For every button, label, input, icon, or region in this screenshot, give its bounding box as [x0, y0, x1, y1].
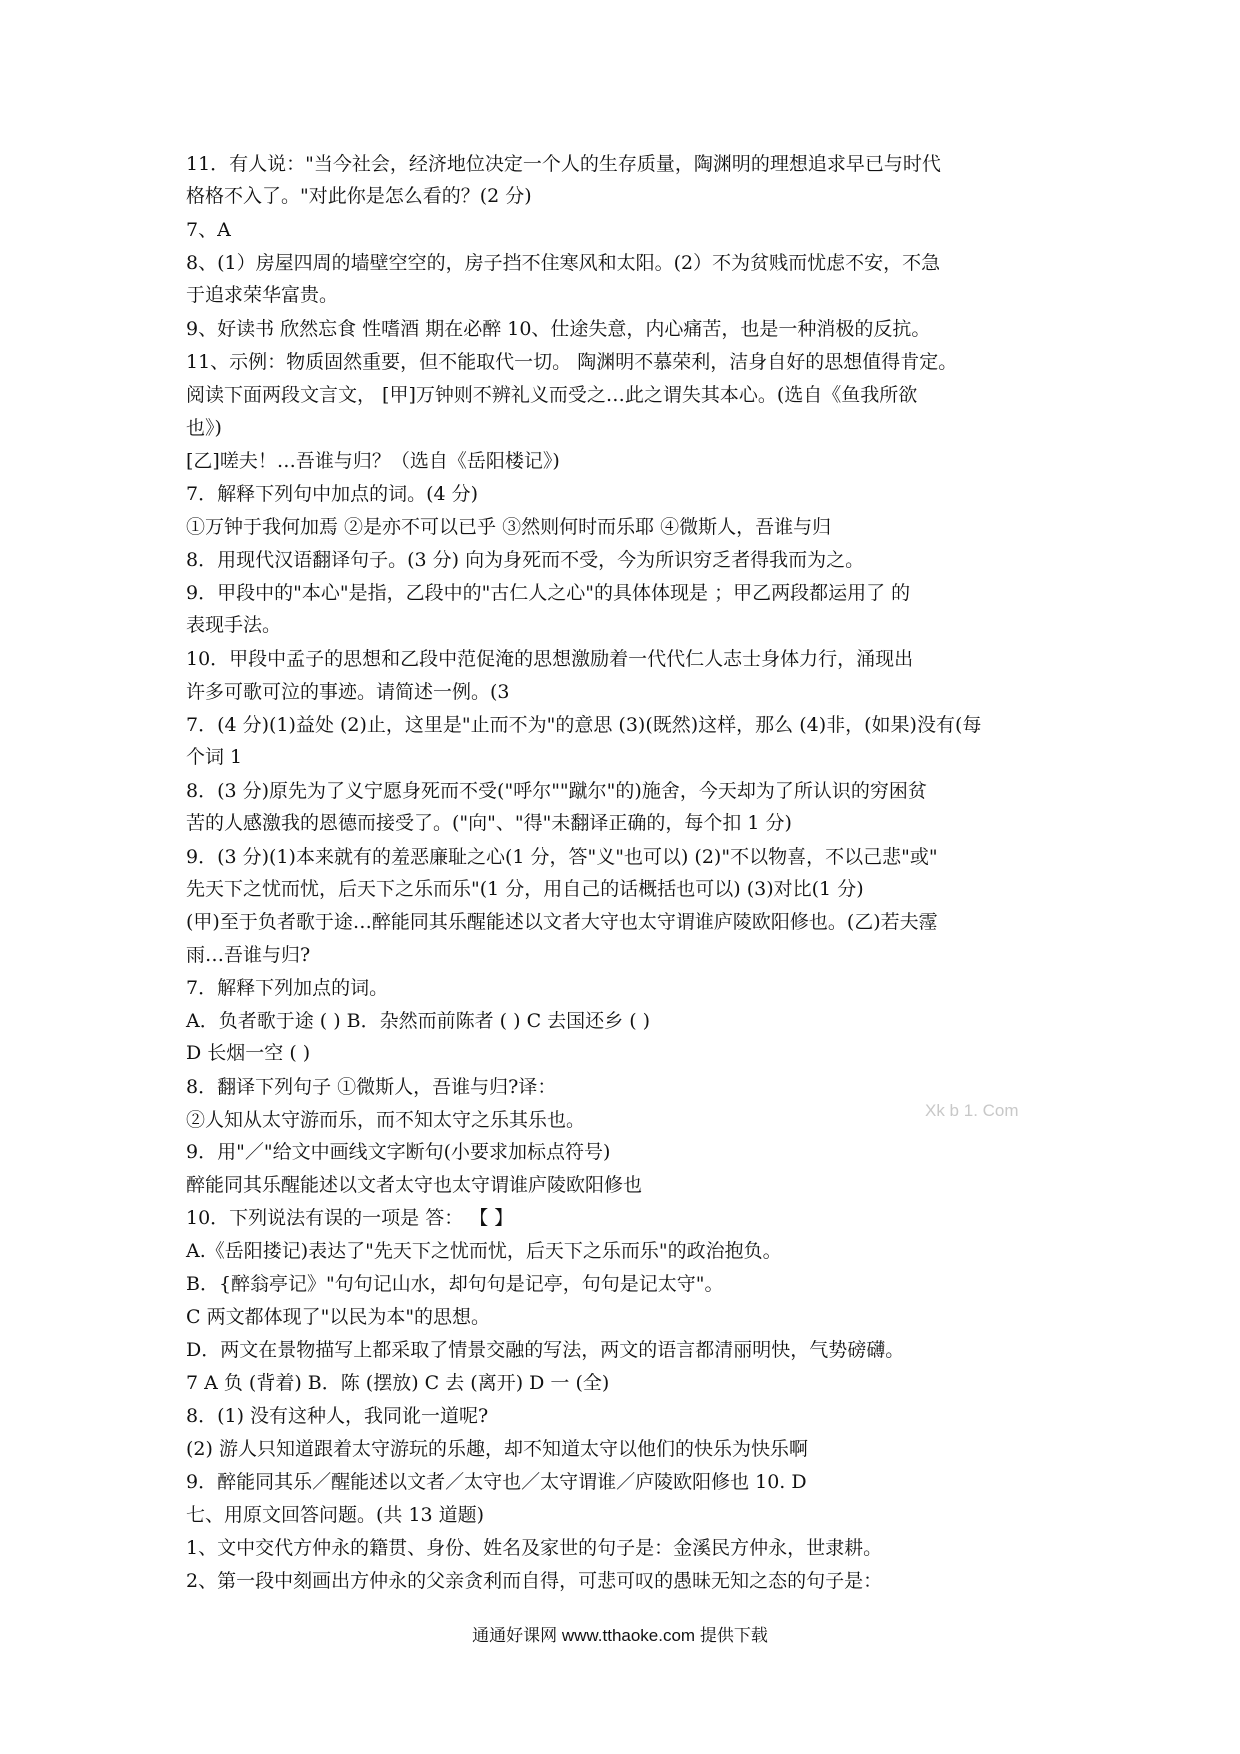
text-line: 格格不入了。"对此你是怎么看的？(2 分): [186, 185, 532, 207]
text-line: 于追求荣华富贵。: [186, 284, 339, 306]
text-line: 9、好读书 欣然忘食 性嗜酒 期在必醉 10、仕途失意，内心痛苦，也是一种消极的反抗。: [186, 318, 931, 340]
text-line: 先天下之忧而忧，后天下之乐而乐"(1 分，用自己的话概括也可以) (3)对比(1 分): [186, 878, 864, 900]
text-line: B．{醉翁亭记》"句句记山水，却句句是记亭，句句是记太守"。: [186, 1273, 724, 1295]
text-line: 七、用原文回答问题。(共 13 道题): [186, 1504, 485, 1526]
text-line: 7 A 负 (背着) B．陈 (摆放) C 去 (离开) D 一 (全): [186, 1372, 610, 1394]
text-line: ②人知从太守游而乐，而不知太守之乐其乐也。: [186, 1109, 586, 1131]
text-line: 10．下列说法有误的一项是 答： 【 】: [186, 1207, 514, 1229]
text-line: (2) 游人只知道跟着太守游玩的乐趣，却不知道太守以他们的快乐为快乐啊: [186, 1438, 808, 1460]
text-line: 7、A: [186, 219, 231, 241]
watermark: Xk b 1. Com: [925, 1101, 1019, 1120]
text-line: 也》): [186, 417, 222, 439]
text-line: A.《岳阳搂记)表达了"先天下之忧而忧，后天下之乐而乐"的政治抱负。: [186, 1240, 782, 1262]
text-line: 阅读下面两段文言文， [甲]万钟则不辨礼义而受之…此之谓失其本心。(选自《鱼我所欲: [186, 384, 918, 406]
text-line: 9．用"／"给文中画线文字断句(小要求加标点符号): [186, 1141, 611, 1163]
text-line: 11、示例：物质固然重要，但不能取代一切。 陶渊明不慕荣利，洁身自好的思想值得肯定。: [186, 351, 958, 373]
text-line: 1、文中交代方仲永的籍贯、身份、姓名及家世的句子是：金溪民方仲永，世隶耕。: [186, 1537, 883, 1559]
text-line: 7．(4 分)(1)益处 (2)止，这里是"止而不为"的意思 (3)(既然)这样，那么 (4)非，(如果)没有(每: [186, 714, 982, 736]
page-footer: 通通好课网 www.tthaoke.com 提供下载: [472, 1626, 768, 1645]
text-line: 10．甲段中孟子的思想和乙段中范促淹的思想激励着一代代仁人志士身体力行，涌现出: [186, 648, 914, 670]
text-line: D．两文在景物描写上都采取了情景交融的写法，两文的语言都清丽明快，气势磅礴。: [186, 1339, 905, 1361]
text-line: 11．有人说："当今社会，经济地位决定一个人的生存质量，陶渊明的理想追求早已与时代: [186, 153, 941, 175]
text-line: 许多可歌可泣的事迹。请简述一例。(3: [186, 681, 510, 703]
text-line: 8．(1) 没有这种人，我同讹一道呢?: [186, 1405, 489, 1427]
text-line: 8．用现代汉语翻译句子。(3 分) 向为身死而不受，今为所识穷乏者得我而为之。: [186, 549, 865, 571]
text-line: 8．翻译下列句子 ①微斯人，吾谁与归?译：: [186, 1076, 557, 1098]
text-line: 苦的人感激我的恩德而接受了。("向"、"得"未翻译正确的，每个扣 1 分): [186, 812, 792, 834]
text-line: 9．甲段中的"本心"是指，乙段中的"古仁人之心"的具体体现是 ；甲乙两段都运用了 的: [186, 582, 911, 604]
text-line: 8、(1）房屋四周的墙壁空空的，房子挡不住寒风和太阳。(2）不为贫贱而忧虑不安，不急: [186, 252, 941, 274]
text-line: (甲)至于负者歌于途…醉能同其乐醒能述以文者大守也太守谓谁庐陵欧阳修也。(乙)若夫霪: [186, 911, 938, 933]
text-line: 9．醉能同其乐／醒能述以文者／太守也／太守谓谁／庐陵欧阳修也 10. D: [186, 1471, 807, 1493]
text-line: 表现手法。: [186, 614, 282, 636]
text-line: 9．(3 分)(1)本来就有的羞恶廉耻之心(1 分，答"义"也可以) (2)"不以物喜，不以己悲"或": [186, 846, 938, 868]
text-line: A．负者歌于途 ( ) B．杂然而前陈者 ( ) C 去国还乡 ( ): [186, 1010, 651, 1032]
text-line: 醉能同其乐醒能述以文者太守也太守谓谁庐陵欧阳修也: [186, 1174, 643, 1196]
text-line: 个词 1: [186, 746, 243, 768]
text-line: 8．(3 分)原先为了义宁愿身死而不受("呼尔""蹴尔"的)施舍，今天却为了所认识的穷困贫: [186, 780, 927, 802]
text-line: 2、第一段中刻画出方仲永的父亲贪利而自得，可悲可叹的愚昧无知之态的句子是：: [186, 1570, 883, 1592]
text-line: D 长烟一空 ( ): [186, 1042, 311, 1064]
text-line: ①万钟于我何加焉 ②是亦不可以已乎 ③然则何时而乐耶 ④微斯人，吾谁与归: [186, 516, 832, 538]
text-line: 雨…吾谁与归?: [186, 944, 311, 966]
text-line: 7．解释下列加点的词。: [186, 977, 389, 999]
text-line: C 两文都体现了"以民为本"的思想。: [186, 1306, 491, 1328]
text-line: [乙]嗟夫！…吾谁与归？（选自《岳阳楼记》): [186, 450, 560, 472]
text-line: 7．解释下列句中加点的词。(4 分): [186, 483, 479, 505]
